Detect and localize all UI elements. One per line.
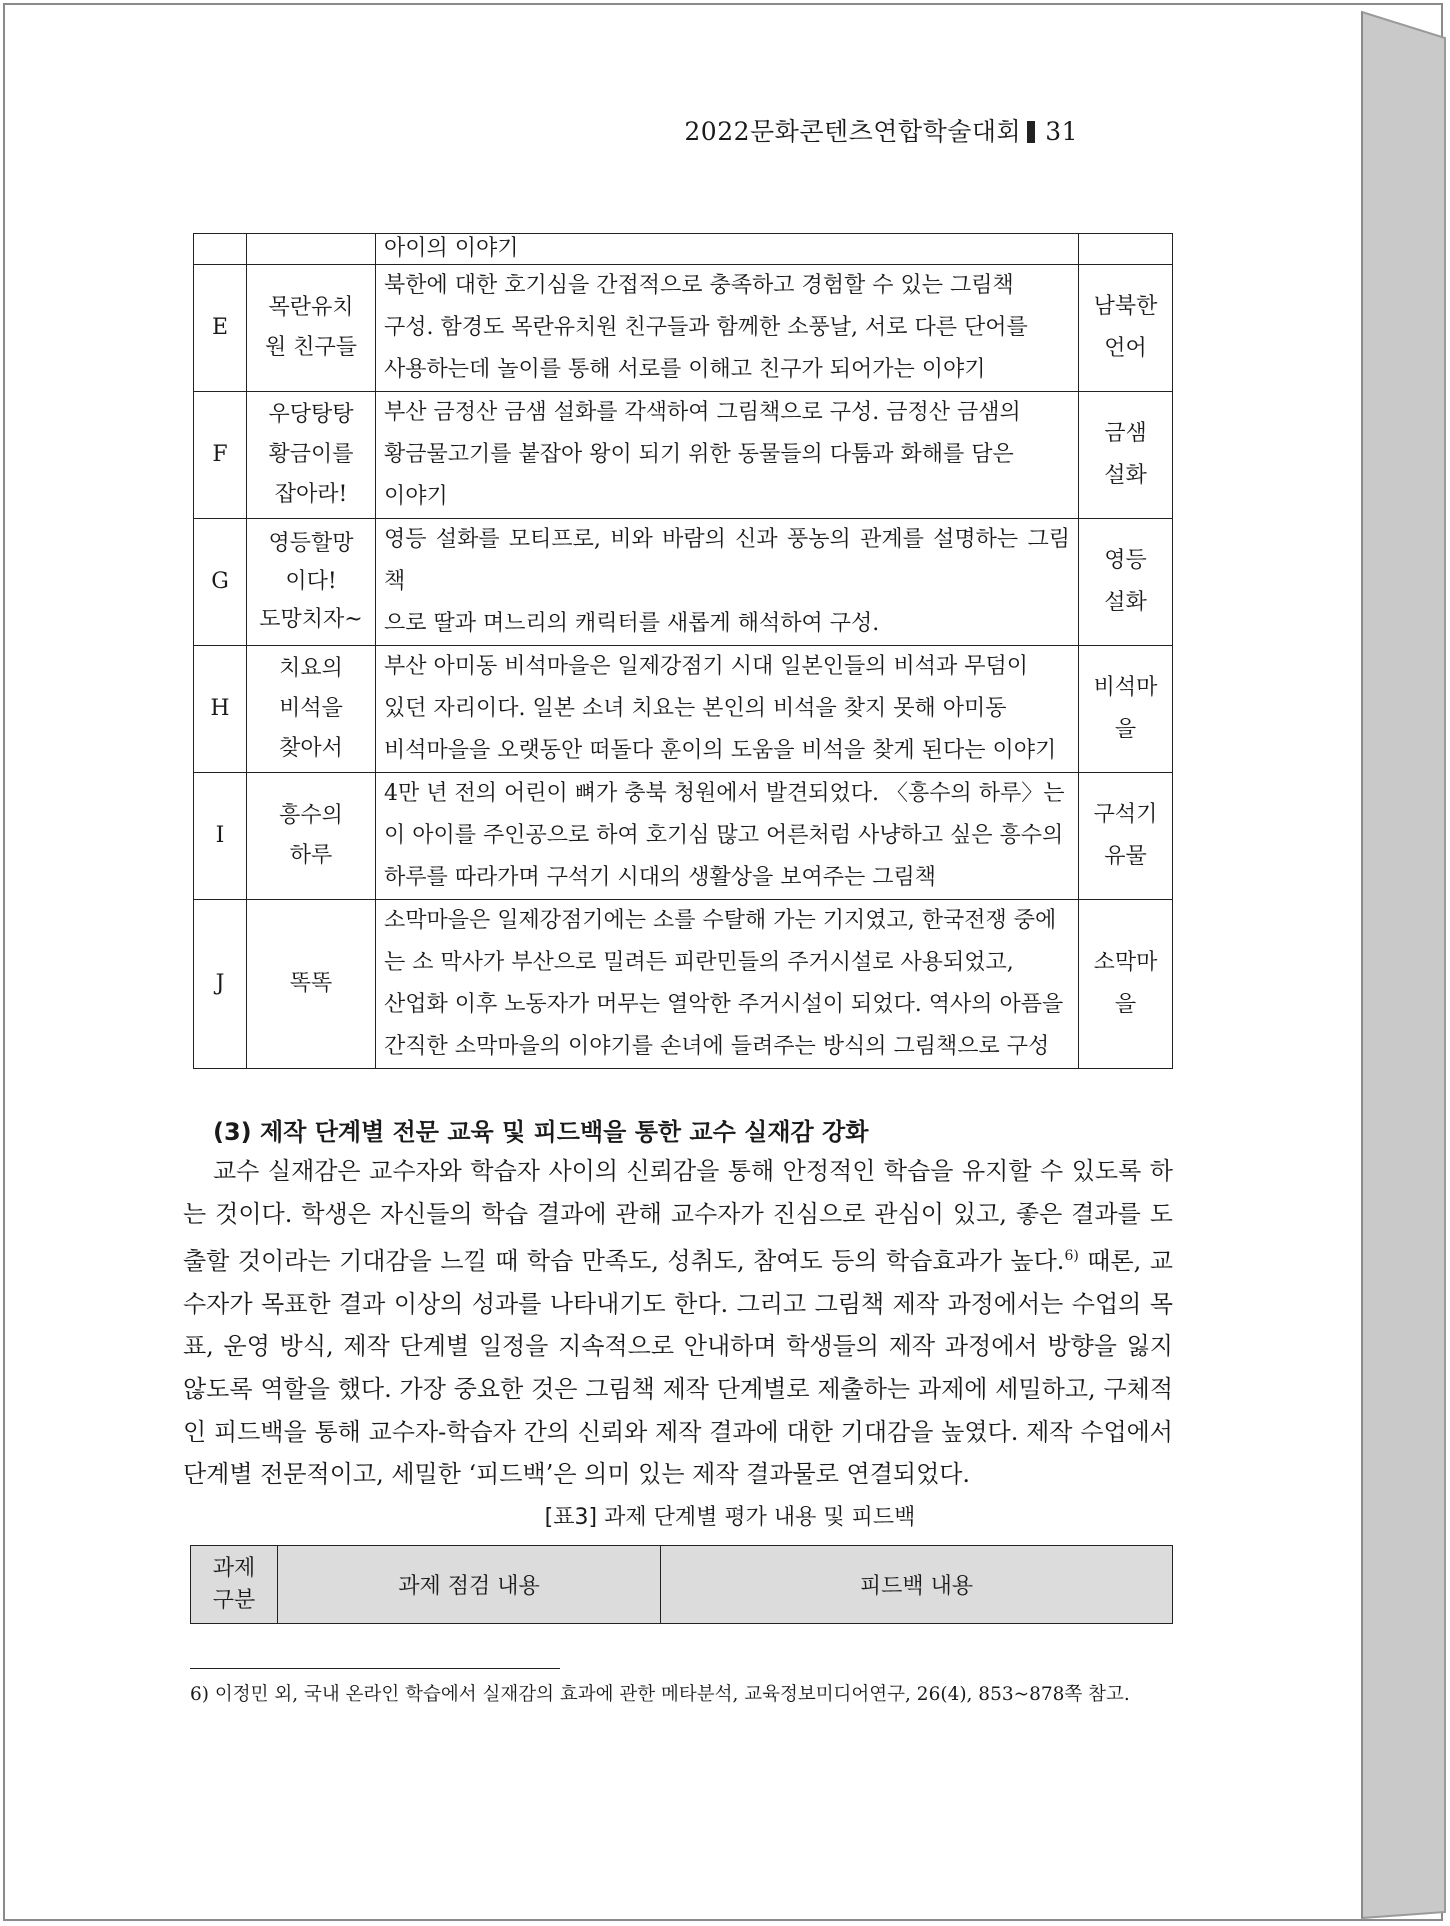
- header-separator: [1027, 121, 1035, 143]
- desc-line: 소막마을은 일제강점기에는 소를 수탈해 가는 기지였고, 한국전쟁 중에: [384, 908, 1057, 933]
- desc-line: 이 아이를 주인공으로 하여 호기심 많고 어른처럼 사냥하고 싶은 흥수의: [384, 823, 1064, 848]
- footnote: 6) 이정민 외, 국내 온라인 학습에서 실재감의 효과에 관한 메타분석, 교육정보미디어연구, 26(4), 853~878쪽 참고.: [190, 1684, 1130, 1705]
- tag-line: 을: [1114, 717, 1137, 742]
- row-tag: [1079, 519, 1173, 646]
- tag-line: 구석기: [1093, 802, 1158, 827]
- header-line: 과제: [212, 1555, 256, 1581]
- title-line: 치요의: [279, 656, 343, 681]
- row-title: [247, 646, 376, 773]
- table-row: [194, 519, 1173, 646]
- desc-line: 하루를 따라가며 구석기 시대의 생활상을 보여주는 그림책: [384, 865, 937, 890]
- section-heading: (3) 제작 단계별 전문 교육 및 피드백을 통한 교수 실재감 강화: [213, 1118, 869, 1146]
- row-tag: [1079, 900, 1173, 1069]
- row-id: F: [194, 392, 247, 519]
- row-title: [247, 773, 376, 900]
- row-id: G: [194, 519, 247, 646]
- body-paragraph: [183, 1150, 1173, 1496]
- tag-line: 소막마: [1093, 950, 1158, 975]
- title-line: 영등할망: [268, 531, 354, 556]
- table-row: [194, 773, 1173, 900]
- continued-title: 아이의 이야기: [376, 234, 1079, 265]
- table-caption: [표3] 과제 단계별 평가 내용 및 피드백: [544, 1505, 916, 1530]
- desc-line: 있던 자리이다. 일본 소녀 치요는 본인의 비석을 찾지 못해 아미동: [384, 696, 1007, 721]
- desc-line: 영등 설화를 모티프로, 비와 바람의 신과 풍농의 관계를 설명하는 그림책: [384, 527, 1070, 594]
- paragraph-text: 때론, 교수자가 목표한 결과 이상의 성과를 나타내기도 한다. 그리고 그림책 제작 과정에서는 수업의 목표, 운영 방식, 제작 단계별 일정을 지속적으로 안내하며 학생들의 제작 과정에서 방향을 잃지 않도록 역할을 했다. 가장 중요한 것은 그림책 제작 단계별로 제출하는 과제에 세밀하고, 구체적인 피드백을 통해 교수자-학습자 간의 신뢰와 제작 결과에 대한 기대감을 높였다. 제작 수업에서 단계별 전문적이고, 세밀한 ‘피드백’은 의미 있는 제작 결과물로 연결되었다.: [183, 1247, 1173, 1489]
- title-line: 도망치자~: [259, 607, 363, 632]
- header-title: 2022문화콘텐츠연합학술대회: [684, 117, 1022, 146]
- table-row-continued: [194, 234, 1173, 265]
- page-number: 31: [1045, 117, 1078, 146]
- paragraph-text: 교수 실재감은 교수자와 학습자 사이의 신뢰감을 통해 안정적인 학습을 유지할 수 있도록 하는 것이다. 학생은 자신들의 학습 결과에 관해 교수자가 진심으로 관심이 있고, 좋은 결과를 도출할 것이라는 기대감을 느낄 때 학습 만족도, 성취도, 참여도 등의 학습효과가 높다.: [183, 1157, 1173, 1276]
- row-tag: [1079, 392, 1173, 519]
- desc-line: 비석마을을 오랫동안 떠돌다 훈이의 도움을 비석을 찾게 된다는 이야기: [384, 738, 1057, 763]
- desc-line: 부산 금정산 금샘 설화를 각색하여 그림책으로 구성. 금정산 금샘의: [384, 400, 1021, 425]
- desc-line: 사용하는데 놀이를 통해 서로를 이해고 친구가 되어가는 이야기: [384, 357, 986, 382]
- header-cell-category: [191, 1546, 278, 1624]
- desc-line: 구성. 함경도 목란유치원 친구들과 함께한 소풍날, 서로 다른 단어를: [384, 315, 1028, 340]
- table-row: [194, 392, 1173, 519]
- table-row: [194, 646, 1173, 773]
- tag-line: 설화: [1104, 590, 1147, 615]
- tag-line: 을: [1114, 992, 1137, 1017]
- row-title: [247, 900, 376, 1069]
- row-title: [247, 392, 376, 519]
- title-line: 잡아라!: [274, 482, 348, 507]
- title-line: 흥수의: [279, 803, 343, 828]
- table-row: [194, 900, 1173, 1069]
- tag-line: 유물: [1104, 844, 1147, 869]
- row-tag: [1079, 646, 1173, 773]
- footnote-divider: [190, 1668, 560, 1669]
- title-line: 우당탕탕: [268, 402, 354, 427]
- title-line: 목란유치: [268, 295, 354, 320]
- title-line: 똑똑: [289, 971, 333, 996]
- desc-line: 4만 년 전의 어린이 뼈가 충북 청원에서 발견되었다. 〈흥수의 하루〉는: [384, 781, 1065, 806]
- desc-line: 간직한 소막마을의 이야기를 손녀에 들려주는 방식의 그림책으로 구성: [384, 1034, 1050, 1059]
- desc-line: 산업화 이후 노동자가 머무는 열악한 주거시설이 되었다. 역사의 아픔을: [384, 992, 1064, 1017]
- table-header-row: [191, 1546, 1173, 1624]
- feedback-table: [190, 1545, 1173, 1624]
- header-line: 구분: [212, 1587, 256, 1613]
- title-line: 찾아서: [279, 736, 343, 761]
- title-line: 비석을: [279, 696, 343, 721]
- tag-line: 영등: [1104, 548, 1147, 573]
- header-cell-check: 과제 점검 내용: [278, 1546, 661, 1624]
- row-description: [376, 519, 1079, 646]
- tag-line: 비석마: [1093, 675, 1158, 700]
- tag-line: 금샘: [1104, 421, 1147, 446]
- row-description: [376, 773, 1079, 900]
- row-id: I: [194, 773, 247, 900]
- picturebook-table: [193, 233, 1173, 1069]
- running-header: [684, 112, 1078, 148]
- row-tag: [1079, 773, 1173, 900]
- row-description: [376, 265, 1079, 392]
- row-description: [376, 900, 1079, 1069]
- tag-line: 남북한: [1093, 294, 1158, 319]
- row-description: [376, 392, 1079, 519]
- title-line: 원 친구들: [264, 335, 357, 360]
- row-tag: [1079, 265, 1173, 392]
- desc-line: 부산 아미동 비석마을은 일제강점기 시대 일본인들의 비석과 무덤이: [384, 654, 1029, 679]
- row-id: J: [194, 900, 247, 1069]
- header-cell-feedback: 피드백 내용: [661, 1546, 1173, 1624]
- row-id: E: [194, 265, 247, 392]
- row-title: [247, 265, 376, 392]
- table-row: [194, 265, 1173, 392]
- desc-line: 황금물고기를 붙잡아 왕이 되기 위한 동물들의 다툼과 화해를 담은: [384, 442, 1014, 467]
- row-description: [376, 646, 1079, 773]
- title-line: 황금이를: [268, 442, 354, 467]
- footnote-ref[interactable]: 6): [1064, 1248, 1079, 1265]
- row-id: H: [194, 646, 247, 773]
- desc-line: 이야기: [384, 484, 448, 509]
- title-line: 하루: [289, 843, 333, 868]
- desc-line: 는 소 막사가 부산으로 밀려든 피란민들의 주거시설로 사용되었고,: [384, 950, 1014, 975]
- tag-line: 설화: [1104, 463, 1147, 488]
- desc-line: 북한에 대한 호기심을 간접적으로 충족하고 경험할 수 있는 그림책: [384, 273, 1014, 298]
- row-title: [247, 519, 376, 646]
- title-line: 이다!: [285, 569, 337, 594]
- tag-line: 언어: [1104, 336, 1147, 361]
- desc-line: 으로 딸과 며느리의 캐릭터를 새롭게 해석하여 구성.: [384, 611, 880, 636]
